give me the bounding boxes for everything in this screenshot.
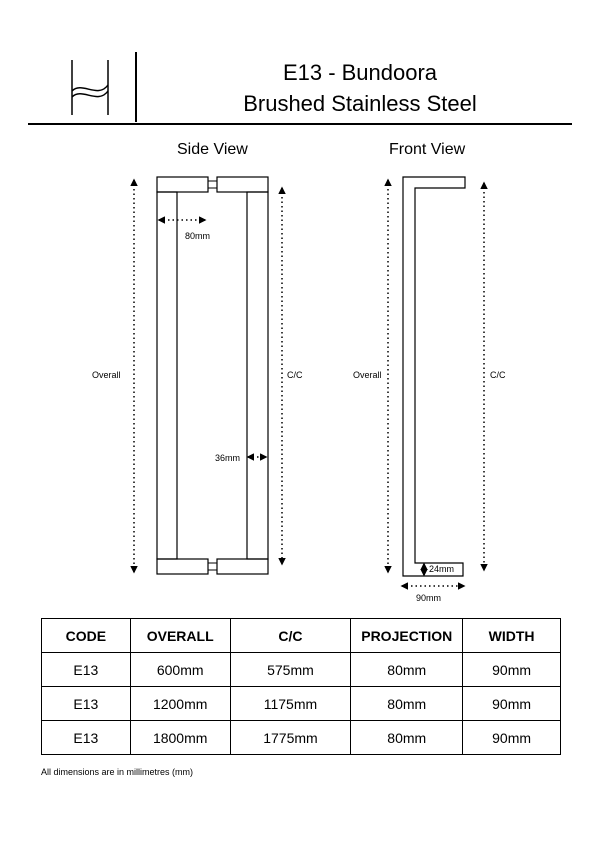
cell-code: E13 — [42, 653, 131, 687]
cell-code: E13 — [42, 721, 131, 755]
side-overall-label: Overall — [92, 370, 121, 380]
cell-cc: 575mm — [230, 653, 351, 687]
side-view-title: Side View — [177, 141, 248, 158]
cell-code: E13 — [42, 687, 131, 721]
side-cc-label: C/C — [287, 370, 303, 380]
front-width-label: 90mm — [416, 593, 442, 603]
header-overall: OVERALL — [130, 619, 230, 653]
product-title: E13 - Bundoora — [282, 60, 438, 85]
side-diameter-label: 36mm — [215, 453, 241, 463]
cell-width: 90mm — [463, 653, 561, 687]
front-foot-height-label: 24mm — [429, 564, 455, 574]
header-width: WIDTH — [463, 619, 561, 653]
footnote: All dimensions are in millimetres (mm) — [41, 767, 194, 777]
table-row — [42, 653, 561, 687]
product-finish: Brushed Stainless Steel — [243, 91, 477, 116]
table-header-row — [42, 619, 561, 653]
header-cc: C/C — [230, 619, 351, 653]
front-cc-label: C/C — [490, 370, 506, 380]
front-view-drawing — [388, 177, 484, 586]
cell-overall: 600mm — [130, 653, 230, 687]
side-projection-label: 80mm — [185, 231, 211, 241]
cell-projection: 80mm — [351, 687, 463, 721]
cell-overall: 1800mm — [130, 721, 230, 755]
front-overall-label: Overall — [353, 370, 382, 380]
cell-width: 90mm — [463, 721, 561, 755]
table-row — [42, 687, 561, 721]
spec-table — [41, 618, 561, 755]
cell-cc: 1175mm — [230, 687, 351, 721]
header-projection: PROJECTION — [351, 619, 463, 653]
header-code: CODE — [42, 619, 131, 653]
cell-cc: 1775mm — [230, 721, 351, 755]
cell-overall: 1200mm — [130, 687, 230, 721]
front-view-title: Front View — [389, 141, 466, 158]
table-row — [42, 721, 561, 755]
cell-projection: 80mm — [351, 653, 463, 687]
cell-projection: 80mm — [351, 721, 463, 755]
cell-width: 90mm — [463, 687, 561, 721]
